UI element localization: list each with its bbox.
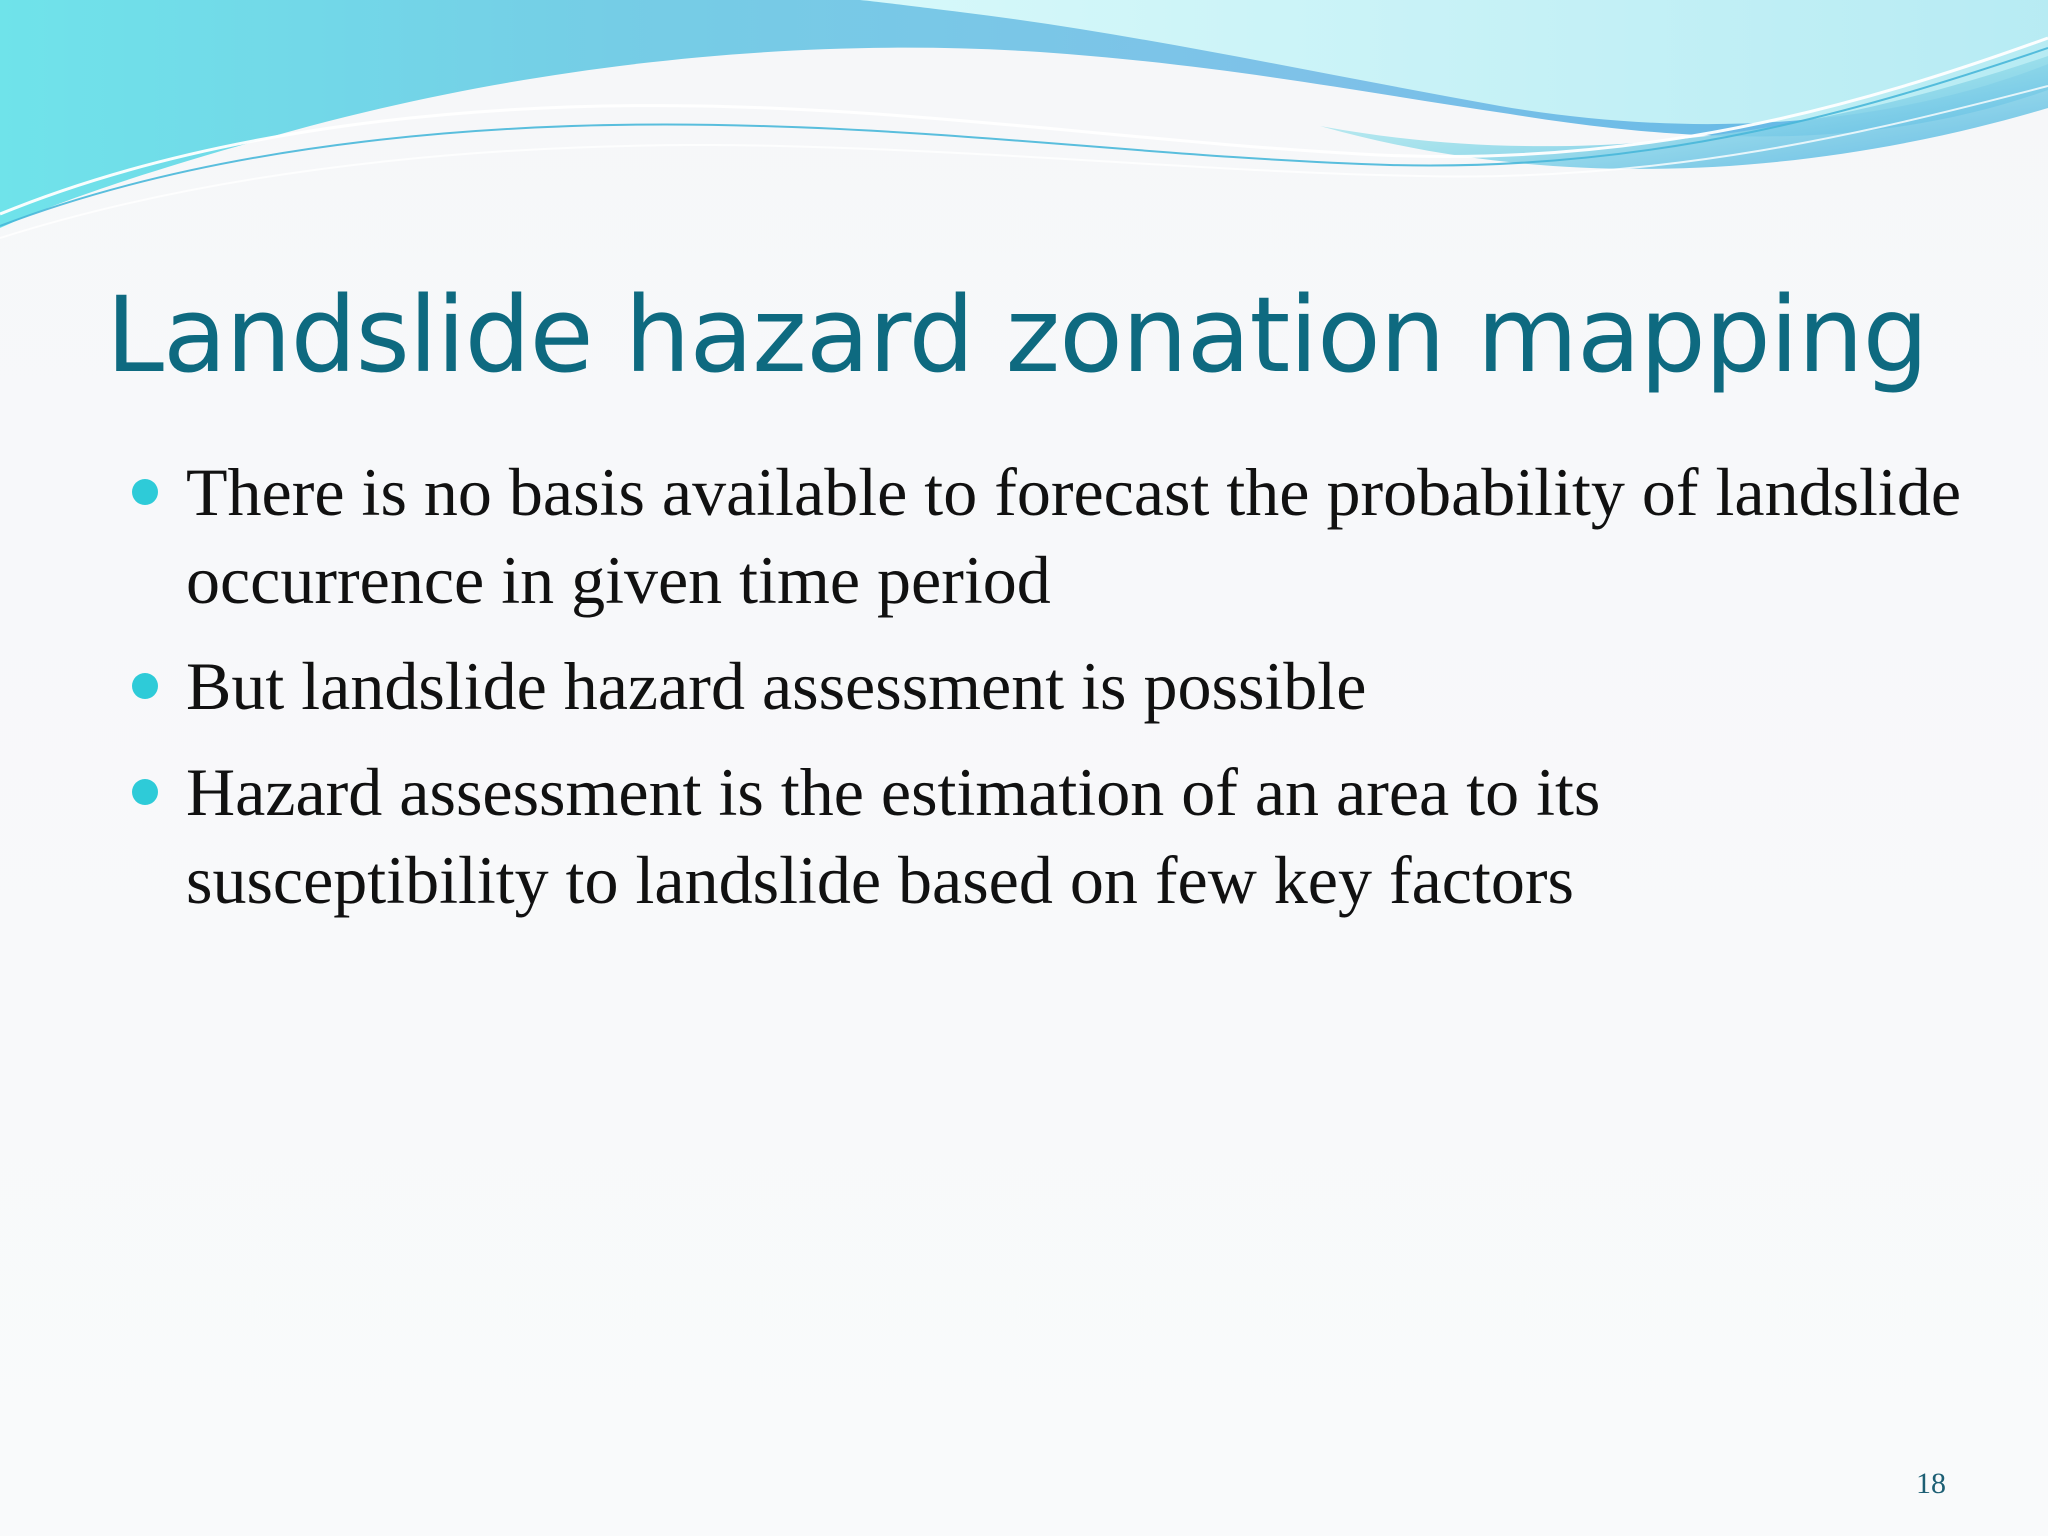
bullet-item	[128, 748, 1968, 924]
bullet-text: There is no basis available to forecast the probability of landslide occurrence in given time period	[186, 454, 1962, 618]
decorative-wave-header	[0, 0, 2048, 240]
bullet-item	[128, 448, 1968, 624]
bullet-dot-icon	[132, 673, 158, 699]
slide-number: 18	[1916, 1467, 1946, 1500]
bullet-text: Hazard assessment is the estimation of an area to its susceptibility to landslide based on few key factors	[186, 754, 1601, 918]
bullet-list	[128, 448, 1968, 942]
bullet-dot-icon	[132, 779, 158, 805]
slide-title: Landslide hazard zonation mapping	[106, 274, 1928, 396]
bullet-item	[128, 642, 1968, 730]
bullet-dot-icon	[132, 479, 158, 505]
bullet-text: But landslide hazard assessment is possible	[186, 648, 1367, 724]
